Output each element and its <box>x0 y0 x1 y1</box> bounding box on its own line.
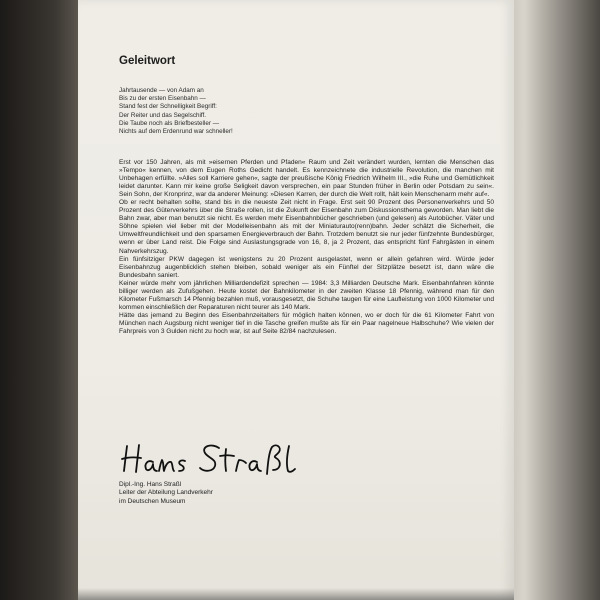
paragraph: Keiner würde mehr vom jährlichen Milliardendefizit sprechen — 1984: 3,3 Milliarden Deutsche Mark. Eisenbahnfahren könnte billiger werden als Zufußgehen. Heute kostet der Bahnkilometer in der zweiten Klasse 18 Pfennig, während man für den Kilometer Fußmarsch 14 Pfennig bezahlen muß, vorausgesetzt, die Schuhe taugen für eine Laufleistung von 1000 Kilometer und kommen einschließlich der Reparaturen nicht teurer als 140 Mark. <box>119 279 494 311</box>
author-block <box>119 481 339 506</box>
page-title: Geleitwort <box>119 55 176 67</box>
page-bottom-shadow <box>78 588 514 600</box>
poem-line: Die Taube noch als Briefbesteller — <box>119 119 219 127</box>
book-right-edge <box>514 0 600 600</box>
author-name: Dipl.-Ing. Hans Straßl <box>119 481 182 488</box>
poem-line: Bis zu der ersten Eisenbahn — <box>119 95 206 103</box>
paragraph: Ob er recht behalten sollte, stand bis in die neueste Zeit nicht in Frage. Erst seit 90 Prozent des Personenverkehrs und 50 Prozent des Güterverkehrs über die Straße rollen, ist die Zukunft der Eisenbahn zum Diskussionsthema geworden. Man liebt die Bahn zwar, aber man benutzt sie nicht. Es werden mehr Eisenbahnbücher geschrieben (und gelesen) als Autobücher. Väter und Söhne spielen viel lieber mit der Modelleisenbahn als mit der Miniaturauto(renn)bahn. Jeder schätzt die Sicherheit, die Umweltfreundlichkeit und den sparsamen Energieverbrauch der Bahn. Trotzdem benutzt sie nur jeder fünfzehnte Bundesbürger, wenn er über Land reist. Die Folge sind Auslastungsgrade von 16, 8, ja 2 Prozent, das entspricht fünf Fahrgästen in einem Nahverkehrszug. <box>119 199 494 255</box>
body-text <box>119 159 494 336</box>
handwritten-signature <box>119 440 319 478</box>
signature-drawing <box>119 440 319 478</box>
poem-line: Stand fest der Schnelligkeit Begriff: <box>119 103 217 111</box>
book-left-edge <box>0 0 78 600</box>
paragraph: Ein fünfsitziger PKW dagegen ist wenigstens zu 20 Prozent ausgelastet, wenn er allein gefahren wird. Würde jeder Eisenbahnzug augenblicklich stehen bleiben, sobald weniger als ein Fünftel der Sitzplätze besetzt ist, dann wäre die Bundesbahn saniert. <box>119 255 494 279</box>
author-role: Leiter der Abteilung Landverkehr <box>119 489 213 497</box>
poem-line: Der Reiter und das Segelschiff. <box>119 111 207 119</box>
poem <box>119 87 359 136</box>
paragraph: Erst vor 150 Jahren, als mit »eisernen Pferden und Pfaden« Raum und Zeit verändert wurden, lernten die Menschen das »Tempo« kennen, von dem Eugen Roths Gedicht handelt. Es kennzeichnete die industrielle Revolution, die manchen mit Unbehagen erfüllte. »Alles soll Karriere gehen«, sagte der preußische König Friedrich Wilhelm III., »die Ruhe und Gemütlichkeit leidet darunter. Kann mir keine große Seligkeit davon versprechen, ein paar Stunden früher in Berlin oder Potsdam zu sein«. Sein Sohn, der Kronprinz, war da anderer Meinung: »Diesen Karren, der durch die Welt rollt, hält kein Menschenarm mehr auf«. <box>119 159 494 199</box>
poem-line: Nichts auf dem Erdenrund war schneller! <box>119 128 233 136</box>
paragraph: Hätte das jemand zu Beginn des Eisenbahnzeitalters für möglich halten können, wo er doch für die 61 Kilometer Fahrt von München nach Augsburg nicht weniger tief in die Tasche greifen mußte als für ein Paar nagelneue Halbschuhe? Wie vielen der Fahrpreis von 3 Gulden nicht zu hoch war, ist auf Seite 82/84 nachzulesen. <box>119 311 494 335</box>
author-institution: im Deutschen Museum <box>119 497 186 505</box>
poem-line: Jahrtausende — von Adam an <box>119 87 204 94</box>
